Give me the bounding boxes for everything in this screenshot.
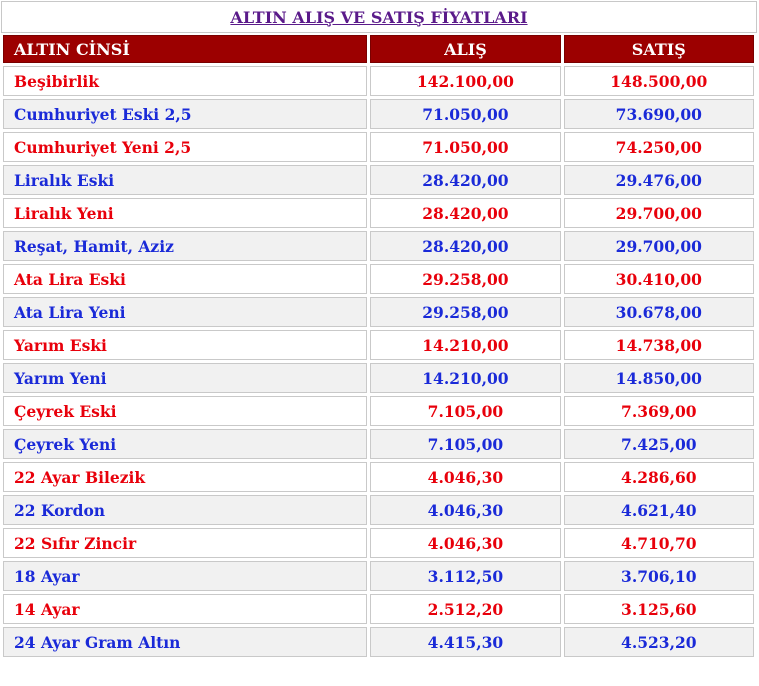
buy-price-cell: 2.512,20	[370, 594, 560, 624]
sell-price-cell: 29.700,00	[564, 198, 754, 228]
table-row	[3, 99, 754, 129]
sell-price-cell: 4.523,20	[564, 627, 754, 657]
gold-type-cell: 22 Sıfır Zincir	[3, 528, 367, 558]
table-row	[3, 462, 754, 492]
sell-price-cell: 4.621,40	[564, 495, 754, 525]
sell-price-cell: 148.500,00	[564, 66, 754, 96]
gold-type-cell: 24 Ayar Gram Altın	[3, 627, 367, 657]
table-row	[3, 561, 754, 591]
sell-price-cell: 29.476,00	[564, 165, 754, 195]
sell-price-cell: 4.710,70	[564, 528, 754, 558]
table-row	[3, 264, 754, 294]
buy-price-cell: 4.415,30	[370, 627, 560, 657]
sell-price-cell: 29.700,00	[564, 231, 754, 261]
buy-price-cell: 71.050,00	[370, 132, 560, 162]
buy-price-cell: 4.046,30	[370, 462, 560, 492]
buy-price-cell: 3.112,50	[370, 561, 560, 591]
sell-price-cell: 14.850,00	[564, 363, 754, 393]
sell-price-cell: 14.738,00	[564, 330, 754, 360]
gold-type-cell: Reşat, Hamit, Aziz	[3, 231, 367, 261]
gold-type-cell: Cumhuriyet Eski 2,5	[3, 99, 367, 129]
gold-type-cell: 22 Kordon	[3, 495, 367, 525]
buy-price-cell: 142.100,00	[370, 66, 560, 96]
sell-price-cell: 7.425,00	[564, 429, 754, 459]
table-row	[3, 528, 754, 558]
page-title-link[interactable]: ALTIN ALIŞ VE SATIŞ FİYATLARI	[230, 7, 528, 27]
sell-price-cell: 4.286,60	[564, 462, 754, 492]
header-sell: SATIŞ	[564, 35, 754, 63]
title-bar	[1, 1, 757, 33]
table-row	[3, 594, 754, 624]
gold-type-cell: Cumhuriyet Yeni 2,5	[3, 132, 367, 162]
sell-price-cell: 7.369,00	[564, 396, 754, 426]
buy-price-cell: 4.046,30	[370, 495, 560, 525]
table-row	[3, 363, 754, 393]
buy-price-cell: 14.210,00	[370, 330, 560, 360]
table-row	[3, 495, 754, 525]
buy-price-cell: 71.050,00	[370, 99, 560, 129]
sell-price-cell: 74.250,00	[564, 132, 754, 162]
buy-price-cell: 7.105,00	[370, 396, 560, 426]
gold-type-cell: 18 Ayar	[3, 561, 367, 591]
table-row	[3, 231, 754, 261]
buy-price-cell: 29.258,00	[370, 297, 560, 327]
table-header-row	[3, 35, 754, 63]
table-row	[3, 297, 754, 327]
sell-price-cell: 30.678,00	[564, 297, 754, 327]
gold-type-cell: 14 Ayar	[3, 594, 367, 624]
header-buy: ALIŞ	[370, 35, 560, 63]
buy-price-cell: 4.046,30	[370, 528, 560, 558]
buy-price-cell: 28.420,00	[370, 198, 560, 228]
table-row	[3, 165, 754, 195]
gold-type-cell: Çeyrek Eski	[3, 396, 367, 426]
table-row	[3, 198, 754, 228]
gold-type-cell: Beşibirlik	[3, 66, 367, 96]
gold-type-cell: Ata Lira Eski	[3, 264, 367, 294]
table-row	[3, 429, 754, 459]
gold-price-table	[0, 32, 757, 660]
buy-price-cell: 29.258,00	[370, 264, 560, 294]
gold-type-cell: Çeyrek Yeni	[3, 429, 367, 459]
sell-price-cell: 30.410,00	[564, 264, 754, 294]
sell-price-cell: 3.706,10	[564, 561, 754, 591]
sell-price-cell: 3.125,60	[564, 594, 754, 624]
table-row	[3, 132, 754, 162]
table-row	[3, 66, 754, 96]
gold-type-cell: Liralık Yeni	[3, 198, 367, 228]
buy-price-cell: 7.105,00	[370, 429, 560, 459]
gold-type-cell: Yarım Yeni	[3, 363, 367, 393]
gold-type-cell: Liralık Eski	[3, 165, 367, 195]
table-row	[3, 627, 754, 657]
sell-price-cell: 73.690,00	[564, 99, 754, 129]
buy-price-cell: 28.420,00	[370, 165, 560, 195]
header-gold-type: ALTIN CİNSİ	[3, 35, 367, 63]
table-row	[3, 396, 754, 426]
buy-price-cell: 28.420,00	[370, 231, 560, 261]
gold-type-cell: 22 Ayar Bilezik	[3, 462, 367, 492]
buy-price-cell: 14.210,00	[370, 363, 560, 393]
table-row	[3, 330, 754, 360]
gold-type-cell: Yarım Eski	[3, 330, 367, 360]
gold-type-cell: Ata Lira Yeni	[3, 297, 367, 327]
